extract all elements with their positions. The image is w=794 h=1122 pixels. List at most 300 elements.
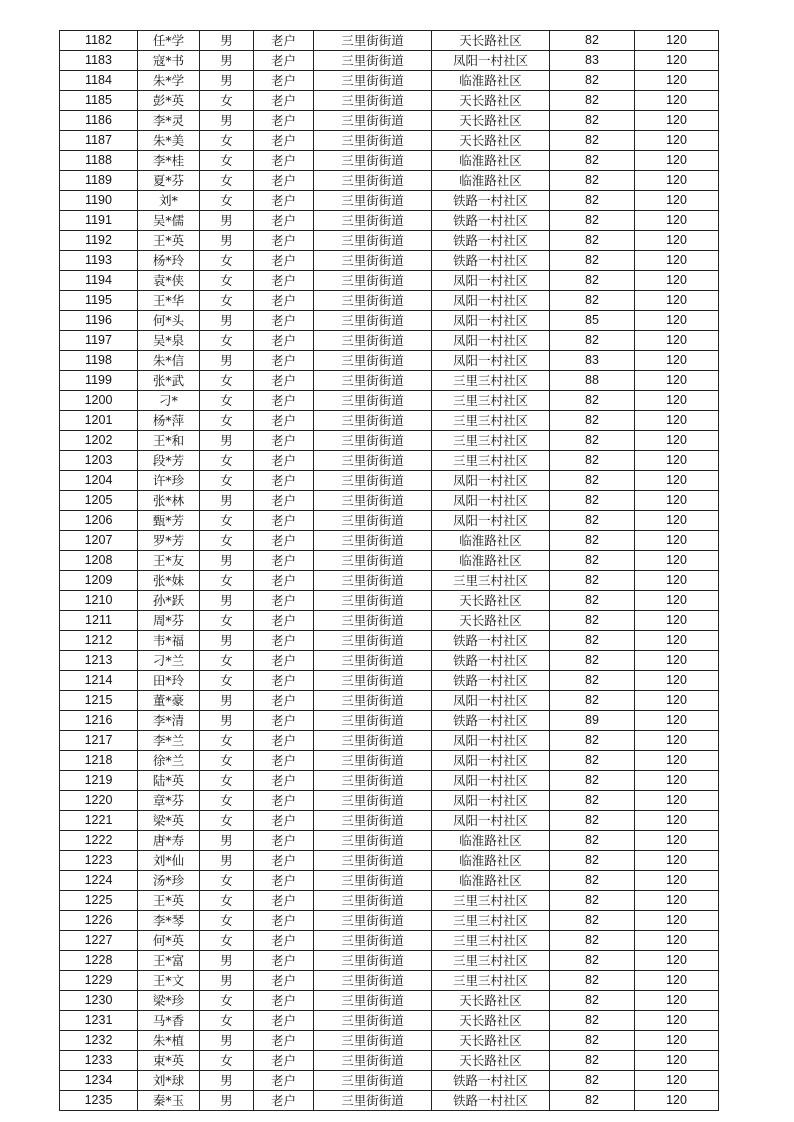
subdistrict-cell: 三里街街道 xyxy=(314,1011,432,1031)
name-cell: 罗*芳 xyxy=(138,531,200,551)
gender-cell: 男 xyxy=(200,1091,254,1111)
amount-cell: 120 xyxy=(635,471,719,491)
gender-cell: 男 xyxy=(200,591,254,611)
community-cell: 临淮路社区 xyxy=(432,151,550,171)
community-cell: 凤阳一村社区 xyxy=(432,291,550,311)
age-cell: 82 xyxy=(550,851,635,871)
index-cell: 1209 xyxy=(60,571,138,591)
name-cell: 董*豪 xyxy=(138,691,200,711)
amount-cell: 120 xyxy=(635,491,719,511)
amount-cell: 120 xyxy=(635,571,719,591)
index-cell: 1223 xyxy=(60,851,138,871)
gender-cell: 女 xyxy=(200,191,254,211)
index-cell: 1222 xyxy=(60,831,138,851)
table-row xyxy=(60,491,719,511)
table-row xyxy=(60,831,719,851)
table-row xyxy=(60,1071,719,1091)
table-row xyxy=(60,111,719,131)
amount-cell: 120 xyxy=(635,871,719,891)
name-cell: 张*妹 xyxy=(138,571,200,591)
age-cell: 82 xyxy=(550,611,635,631)
subdistrict-cell: 三里街街道 xyxy=(314,131,432,151)
household-type-cell: 老户 xyxy=(254,411,314,431)
age-cell: 82 xyxy=(550,631,635,651)
subdistrict-cell: 三里街街道 xyxy=(314,91,432,111)
community-cell: 凤阳一村社区 xyxy=(432,771,550,791)
household-type-cell: 老户 xyxy=(254,911,314,931)
subdistrict-cell: 三里街街道 xyxy=(314,431,432,451)
age-cell: 82 xyxy=(550,771,635,791)
community-cell: 临淮路社区 xyxy=(432,851,550,871)
table-row xyxy=(60,871,719,891)
table-row xyxy=(60,1011,719,1031)
amount-cell: 120 xyxy=(635,411,719,431)
table-row xyxy=(60,291,719,311)
household-type-cell: 老户 xyxy=(254,711,314,731)
name-cell: 彭*英 xyxy=(138,91,200,111)
amount-cell: 120 xyxy=(635,791,719,811)
subdistrict-cell: 三里街街道 xyxy=(314,771,432,791)
subdistrict-cell: 三里街街道 xyxy=(314,411,432,431)
index-cell: 1218 xyxy=(60,751,138,771)
index-cell: 1212 xyxy=(60,631,138,651)
gender-cell: 男 xyxy=(200,951,254,971)
age-cell: 82 xyxy=(550,431,635,451)
table-row xyxy=(60,131,719,151)
subdistrict-cell: 三里街街道 xyxy=(314,111,432,131)
age-cell: 82 xyxy=(550,331,635,351)
household-type-cell: 老户 xyxy=(254,291,314,311)
subdistrict-cell: 三里街街道 xyxy=(314,871,432,891)
age-cell: 82 xyxy=(550,31,635,51)
subdistrict-cell: 三里街街道 xyxy=(314,631,432,651)
gender-cell: 女 xyxy=(200,371,254,391)
community-cell: 三里三村社区 xyxy=(432,451,550,471)
gender-cell: 女 xyxy=(200,891,254,911)
amount-cell: 120 xyxy=(635,1091,719,1111)
gender-cell: 女 xyxy=(200,171,254,191)
gender-cell: 女 xyxy=(200,931,254,951)
gender-cell: 女 xyxy=(200,411,254,431)
subdistrict-cell: 三里街街道 xyxy=(314,1051,432,1071)
community-cell: 天长路社区 xyxy=(432,611,550,631)
gender-cell: 女 xyxy=(200,611,254,631)
name-cell: 刁*兰 xyxy=(138,651,200,671)
age-cell: 82 xyxy=(550,491,635,511)
gender-cell: 女 xyxy=(200,451,254,471)
table-row xyxy=(60,411,719,431)
community-cell: 临淮路社区 xyxy=(432,71,550,91)
index-cell: 1226 xyxy=(60,911,138,931)
name-cell: 任*学 xyxy=(138,31,200,51)
subdistrict-cell: 三里街街道 xyxy=(314,331,432,351)
table-row xyxy=(60,471,719,491)
table-row xyxy=(60,671,719,691)
age-cell: 82 xyxy=(550,251,635,271)
index-cell: 1197 xyxy=(60,331,138,351)
community-cell: 凤阳一村社区 xyxy=(432,271,550,291)
household-type-cell: 老户 xyxy=(254,791,314,811)
name-cell: 杨*玲 xyxy=(138,251,200,271)
subdistrict-cell: 三里街街道 xyxy=(314,1091,432,1111)
age-cell: 82 xyxy=(550,191,635,211)
name-cell: 李*清 xyxy=(138,711,200,731)
community-cell: 三里三村社区 xyxy=(432,931,550,951)
table-row xyxy=(60,331,719,351)
community-cell: 天长路社区 xyxy=(432,1031,550,1051)
table-row xyxy=(60,1031,719,1051)
community-cell: 临淮路社区 xyxy=(432,871,550,891)
amount-cell: 120 xyxy=(635,551,719,571)
age-cell: 82 xyxy=(550,931,635,951)
subdistrict-cell: 三里街街道 xyxy=(314,791,432,811)
amount-cell: 120 xyxy=(635,211,719,231)
amount-cell: 120 xyxy=(635,611,719,631)
gender-cell: 女 xyxy=(200,251,254,271)
household-type-cell: 老户 xyxy=(254,1051,314,1071)
name-cell: 梁*英 xyxy=(138,811,200,831)
amount-cell: 120 xyxy=(635,91,719,111)
index-cell: 1224 xyxy=(60,871,138,891)
community-cell: 临淮路社区 xyxy=(432,171,550,191)
subdistrict-cell: 三里街街道 xyxy=(314,211,432,231)
amount-cell: 120 xyxy=(635,531,719,551)
age-cell: 82 xyxy=(550,731,635,751)
community-cell: 凤阳一村社区 xyxy=(432,471,550,491)
gender-cell: 女 xyxy=(200,651,254,671)
age-cell: 82 xyxy=(550,891,635,911)
index-cell: 1225 xyxy=(60,891,138,911)
age-cell: 82 xyxy=(550,71,635,91)
subdistrict-cell: 三里街街道 xyxy=(314,1071,432,1091)
amount-cell: 120 xyxy=(635,231,719,251)
table-row xyxy=(60,711,719,731)
community-cell: 凤阳一村社区 xyxy=(432,731,550,751)
table-row xyxy=(60,591,719,611)
household-type-cell: 老户 xyxy=(254,871,314,891)
gender-cell: 男 xyxy=(200,971,254,991)
household-type-cell: 老户 xyxy=(254,71,314,91)
index-cell: 1215 xyxy=(60,691,138,711)
community-cell: 天长路社区 xyxy=(432,111,550,131)
name-cell: 汤*珍 xyxy=(138,871,200,891)
name-cell: 韦*福 xyxy=(138,631,200,651)
name-cell: 唐*寿 xyxy=(138,831,200,851)
community-cell: 三里三村社区 xyxy=(432,891,550,911)
table-row xyxy=(60,151,719,171)
community-cell: 凤阳一村社区 xyxy=(432,491,550,511)
gender-cell: 男 xyxy=(200,691,254,711)
index-cell: 1192 xyxy=(60,231,138,251)
table-body xyxy=(60,31,719,1111)
index-cell: 1203 xyxy=(60,451,138,471)
age-cell: 82 xyxy=(550,471,635,491)
household-type-cell: 老户 xyxy=(254,431,314,451)
age-cell: 83 xyxy=(550,51,635,71)
age-cell: 82 xyxy=(550,911,635,931)
index-cell: 1198 xyxy=(60,351,138,371)
household-type-cell: 老户 xyxy=(254,331,314,351)
household-type-cell: 老户 xyxy=(254,771,314,791)
community-cell: 铁路一村社区 xyxy=(432,671,550,691)
name-cell: 何*头 xyxy=(138,311,200,331)
gender-cell: 男 xyxy=(200,1031,254,1051)
table-row xyxy=(60,91,719,111)
community-cell: 铁路一村社区 xyxy=(432,631,550,651)
subdistrict-cell: 三里街街道 xyxy=(314,271,432,291)
household-type-cell: 老户 xyxy=(254,471,314,491)
subdistrict-cell: 三里街街道 xyxy=(314,571,432,591)
name-cell: 徐*兰 xyxy=(138,751,200,771)
subdistrict-cell: 三里街街道 xyxy=(314,451,432,471)
age-cell: 85 xyxy=(550,311,635,331)
subdistrict-cell: 三里街街道 xyxy=(314,991,432,1011)
name-cell: 寇*书 xyxy=(138,51,200,71)
name-cell: 朱*信 xyxy=(138,351,200,371)
amount-cell: 120 xyxy=(635,311,719,331)
community-cell: 凤阳一村社区 xyxy=(432,751,550,771)
name-cell: 张*武 xyxy=(138,371,200,391)
age-cell: 82 xyxy=(550,791,635,811)
age-cell: 82 xyxy=(550,231,635,251)
index-cell: 1232 xyxy=(60,1031,138,1051)
table-row xyxy=(60,631,719,651)
name-cell: 甄*芳 xyxy=(138,511,200,531)
amount-cell: 120 xyxy=(635,251,719,271)
gender-cell: 男 xyxy=(200,631,254,651)
household-type-cell: 老户 xyxy=(254,931,314,951)
table-row xyxy=(60,731,719,751)
household-type-cell: 老户 xyxy=(254,271,314,291)
amount-cell: 120 xyxy=(635,31,719,51)
gender-cell: 女 xyxy=(200,811,254,831)
subdistrict-cell: 三里街街道 xyxy=(314,971,432,991)
household-type-cell: 老户 xyxy=(254,671,314,691)
index-cell: 1217 xyxy=(60,731,138,751)
household-type-cell: 老户 xyxy=(254,611,314,631)
index-cell: 1188 xyxy=(60,151,138,171)
community-cell: 铁路一村社区 xyxy=(432,651,550,671)
index-cell: 1201 xyxy=(60,411,138,431)
age-cell: 82 xyxy=(550,531,635,551)
amount-cell: 120 xyxy=(635,271,719,291)
community-cell: 三里三村社区 xyxy=(432,951,550,971)
subdistrict-cell: 三里街街道 xyxy=(314,311,432,331)
subdistrict-cell: 三里街街道 xyxy=(314,731,432,751)
gender-cell: 男 xyxy=(200,851,254,871)
age-cell: 82 xyxy=(550,811,635,831)
community-cell: 铁路一村社区 xyxy=(432,1071,550,1091)
name-cell: 杨*萍 xyxy=(138,411,200,431)
table-row xyxy=(60,571,719,591)
amount-cell: 120 xyxy=(635,811,719,831)
name-cell: 许*珍 xyxy=(138,471,200,491)
community-cell: 临淮路社区 xyxy=(432,531,550,551)
age-cell: 82 xyxy=(550,91,635,111)
name-cell: 周*芬 xyxy=(138,611,200,631)
amount-cell: 120 xyxy=(635,591,719,611)
table-row xyxy=(60,351,719,371)
household-type-cell: 老户 xyxy=(254,171,314,191)
community-cell: 凤阳一村社区 xyxy=(432,691,550,711)
amount-cell: 120 xyxy=(635,1051,719,1071)
subdistrict-cell: 三里街街道 xyxy=(314,931,432,951)
community-cell: 临淮路社区 xyxy=(432,551,550,571)
age-cell: 82 xyxy=(550,151,635,171)
index-cell: 1230 xyxy=(60,991,138,1011)
community-cell: 凤阳一村社区 xyxy=(432,311,550,331)
community-cell: 铁路一村社区 xyxy=(432,251,550,271)
index-cell: 1235 xyxy=(60,1091,138,1111)
gender-cell: 男 xyxy=(200,831,254,851)
index-cell: 1228 xyxy=(60,951,138,971)
subdistrict-cell: 三里街街道 xyxy=(314,191,432,211)
gender-cell: 男 xyxy=(200,51,254,71)
household-type-cell: 老户 xyxy=(254,651,314,671)
table-row xyxy=(60,51,719,71)
name-cell: 夏*芬 xyxy=(138,171,200,191)
table-row xyxy=(60,771,719,791)
amount-cell: 120 xyxy=(635,851,719,871)
age-cell: 82 xyxy=(550,571,635,591)
gender-cell: 男 xyxy=(200,71,254,91)
amount-cell: 120 xyxy=(635,751,719,771)
index-cell: 1190 xyxy=(60,191,138,211)
age-cell: 82 xyxy=(550,1031,635,1051)
table-row xyxy=(60,211,719,231)
amount-cell: 120 xyxy=(635,671,719,691)
table-row xyxy=(60,951,719,971)
subdistrict-cell: 三里街街道 xyxy=(314,651,432,671)
table-row xyxy=(60,31,719,51)
gender-cell: 男 xyxy=(200,111,254,131)
household-type-cell: 老户 xyxy=(254,971,314,991)
age-cell: 82 xyxy=(550,971,635,991)
amount-cell: 120 xyxy=(635,451,719,471)
gender-cell: 女 xyxy=(200,151,254,171)
community-cell: 凤阳一村社区 xyxy=(432,351,550,371)
household-type-cell: 老户 xyxy=(254,951,314,971)
table-row xyxy=(60,71,719,91)
amount-cell: 120 xyxy=(635,711,719,731)
household-type-cell: 老户 xyxy=(254,1011,314,1031)
household-type-cell: 老户 xyxy=(254,51,314,71)
records-table xyxy=(59,30,719,1111)
community-cell: 铁路一村社区 xyxy=(432,211,550,231)
household-type-cell: 老户 xyxy=(254,691,314,711)
amount-cell: 120 xyxy=(635,331,719,351)
table-row xyxy=(60,391,719,411)
gender-cell: 女 xyxy=(200,771,254,791)
index-cell: 1185 xyxy=(60,91,138,111)
index-cell: 1210 xyxy=(60,591,138,611)
index-cell: 1191 xyxy=(60,211,138,231)
subdistrict-cell: 三里街街道 xyxy=(314,511,432,531)
index-cell: 1182 xyxy=(60,31,138,51)
amount-cell: 120 xyxy=(635,1011,719,1031)
name-cell: 王*和 xyxy=(138,431,200,451)
name-cell: 马*香 xyxy=(138,1011,200,1031)
household-type-cell: 老户 xyxy=(254,211,314,231)
amount-cell: 120 xyxy=(635,131,719,151)
community-cell: 凤阳一村社区 xyxy=(432,51,550,71)
age-cell: 82 xyxy=(550,991,635,1011)
index-cell: 1205 xyxy=(60,491,138,511)
household-type-cell: 老户 xyxy=(254,1091,314,1111)
gender-cell: 女 xyxy=(200,671,254,691)
name-cell: 袁*侠 xyxy=(138,271,200,291)
gender-cell: 男 xyxy=(200,1071,254,1091)
amount-cell: 120 xyxy=(635,931,719,951)
gender-cell: 女 xyxy=(200,331,254,351)
community-cell: 凤阳一村社区 xyxy=(432,331,550,351)
community-cell: 天长路社区 xyxy=(432,131,550,151)
amount-cell: 120 xyxy=(635,391,719,411)
community-cell: 三里三村社区 xyxy=(432,571,550,591)
community-cell: 凤阳一村社区 xyxy=(432,511,550,531)
age-cell: 82 xyxy=(550,551,635,571)
age-cell: 82 xyxy=(550,131,635,151)
name-cell: 秦*玉 xyxy=(138,1091,200,1111)
name-cell: 刘* xyxy=(138,191,200,211)
subdistrict-cell: 三里街街道 xyxy=(314,471,432,491)
age-cell: 82 xyxy=(550,871,635,891)
table-row xyxy=(60,971,719,991)
age-cell: 82 xyxy=(550,591,635,611)
table-row xyxy=(60,751,719,771)
index-cell: 1184 xyxy=(60,71,138,91)
community-cell: 天长路社区 xyxy=(432,1011,550,1031)
age-cell: 82 xyxy=(550,691,635,711)
name-cell: 章*芬 xyxy=(138,791,200,811)
age-cell: 82 xyxy=(550,1091,635,1111)
subdistrict-cell: 三里街街道 xyxy=(314,231,432,251)
age-cell: 88 xyxy=(550,371,635,391)
name-cell: 李*琴 xyxy=(138,911,200,931)
index-cell: 1216 xyxy=(60,711,138,731)
amount-cell: 120 xyxy=(635,51,719,71)
household-type-cell: 老户 xyxy=(254,831,314,851)
name-cell: 段*芳 xyxy=(138,451,200,471)
household-type-cell: 老户 xyxy=(254,351,314,371)
gender-cell: 女 xyxy=(200,471,254,491)
age-cell: 89 xyxy=(550,711,635,731)
household-type-cell: 老户 xyxy=(254,451,314,471)
subdistrict-cell: 三里街街道 xyxy=(314,371,432,391)
name-cell: 王*英 xyxy=(138,231,200,251)
subdistrict-cell: 三里街街道 xyxy=(314,251,432,271)
community-cell: 三里三村社区 xyxy=(432,431,550,451)
table-row xyxy=(60,371,719,391)
table-row xyxy=(60,171,719,191)
index-cell: 1186 xyxy=(60,111,138,131)
index-cell: 1196 xyxy=(60,311,138,331)
community-cell: 天长路社区 xyxy=(432,31,550,51)
table-row xyxy=(60,191,719,211)
gender-cell: 女 xyxy=(200,91,254,111)
name-cell: 田*玲 xyxy=(138,671,200,691)
subdistrict-cell: 三里街街道 xyxy=(314,911,432,931)
community-cell: 凤阳一村社区 xyxy=(432,791,550,811)
subdistrict-cell: 三里街街道 xyxy=(314,51,432,71)
age-cell: 82 xyxy=(550,451,635,471)
subdistrict-cell: 三里街街道 xyxy=(314,391,432,411)
table-row xyxy=(60,311,719,331)
table-row xyxy=(60,231,719,251)
table-row xyxy=(60,1051,719,1071)
community-cell: 三里三村社区 xyxy=(432,911,550,931)
amount-cell: 120 xyxy=(635,371,719,391)
